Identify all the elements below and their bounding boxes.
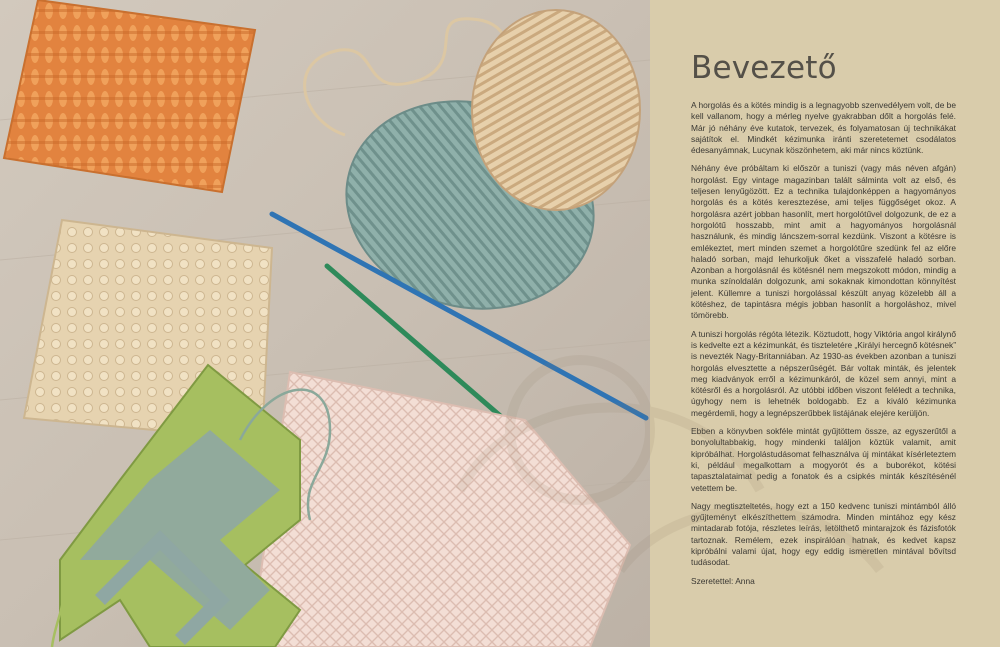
signature: Szeretettel: Anna bbox=[691, 575, 755, 586]
text-panel bbox=[650, 0, 1000, 647]
paragraph: A tuniszi horgolás régóta létezik. Köztudott, hogy Viktória angol királynő is kedvelte ezt a kézimunkát, és tiszteletére „Királyi hercegnő kötésnek” is nevezték Nagy-Britanniában. Az 1930-as években azonban a tuniszi horgolás elvesztette a népszerűségét. Bár voltak minták, és jelentek meg kiadványok erről a kézimunkáról, de közel sem annyi, mint a kötésről és a horgolásról. Az utóbbi időben viszont feléledt a technika, úgyhogy nem is lehetnék boldogabb. Ez a kiváló kézimunka megérdemli, hogy a legnépszerűbbek listájának elejére kerüljön. bbox=[691, 328, 956, 418]
body-text bbox=[691, 100, 956, 594]
paragraph: Néhány éve próbáltam ki először a tuniszi (vagy más néven afgán) horgolást. Egy vintage magazinban talált sálminta volt az első, és teljesen lenyűgözött. Ez a technika tulajdonképpen a hagyományos horgolás és a kötés keresztezése, ami teljes függőséget okoz. A horgolásra azért jobban hasonlít, mert horgolótűvel dolgozunk, de ez a horgolótű hosszabb, mint amit a hagyományos horgolásnál használunk, és mindig láncszem-sorral kezdünk. Viszont a kötésre is emlékeztet, mert minden szemet a horgolótűre szedünk fel az előre haladó sorban, majd lehurkoljuk őket a visszafelé haladó sorban. Azonban a horgolásnál és kötésnél nem megszokott módon, mindig a munka színoldalán dolgozunk, ami sokaknak kimondottan könnyítést jelent. Küllemre a tuniszi horgolással készült anyag közelebb áll a kötéshez, de tapintásra mégis jobban hasonlít a horgoláshoz, mivel tömörebb. bbox=[691, 163, 956, 321]
beige-yarn-ball bbox=[472, 10, 640, 210]
paragraph: Ebben a könyvben sokféle mintát gyűjtöttem össze, az egyszerűtől a bonyolultabbakig, hogy mindenki találjon köztük valamit, amit kipróbálhat. Horgolástudásomat felhasználva új mintákat kísérleteztem ki, például megalkottam a mogyorót és a buborékot, kötési tapasztalataimat pedig a fonatok és a csipkés minták készítésénél vetettem be. bbox=[691, 426, 956, 493]
page-title: Bevezető bbox=[691, 50, 837, 86]
paragraph: A horgolás és a kötés mindig is a legnagyobb szenvedélyem volt, de be kell vallanom, hogy a mérleg nyelve gyakrabban dőlt a horgolás felé. Már jó néhány éve kutatok, tervezek, és folyamatosan új technikákat sajátítok el. Mindkét kézimunka iránti szeretetemet csodálatos édesanyámnak, Lucynak köszönhetem, aki már nincs köztünk. bbox=[691, 100, 956, 156]
paragraph: Nagy megtiszteltetés, hogy ezt a 150 kedvenc tuniszi mintámból álló gyűjteményt elkészíthettem számodra. Minden mintához egy kész mintadarab fotója, részletes leírás, letölthető mintarajzok és fázisfotók tartoznak. Remélem, ezek inspirálóan hatnak, és kedvet kapsz kipróbálni valami újat, hogy egy eddig ismeretlen mintával bővítsd tudásodat. bbox=[691, 500, 956, 568]
orange-swatch bbox=[4, 0, 255, 192]
